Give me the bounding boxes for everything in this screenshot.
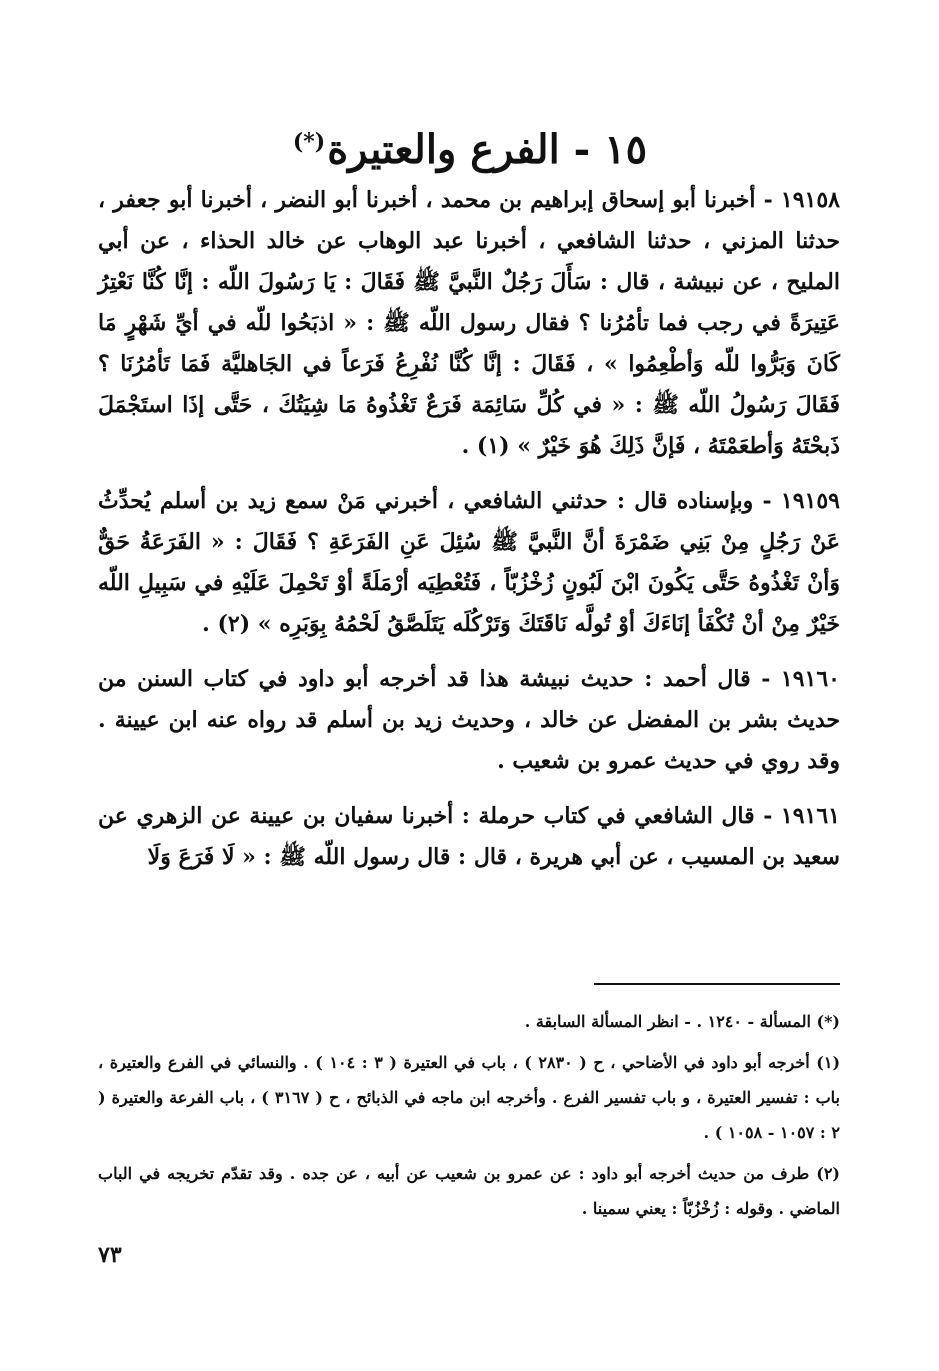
footnote-separator	[594, 983, 840, 985]
chapter-title	[100, 112, 840, 180]
hadith-19158: ١٩١٥٨ - أخبرنا أبو إسحاق إبراهيم بن محمد ، أخبرنا أبو النضر ، أخبرنا أبو جعفر ، حدثنا المزني ، حدثنا الشافعي ، أخبرنا عبد الوهاب عن خالد الحذاء ، عن أبي المليح ، عن نبيشة ، قال : سَأَلَ رَجُلٌ النَّبيَّ ﷺ فَقَالَ : يَا رَسُولَ اللّه : إنَّا كُنَّا نَعْتِرُ عَتِيرَةً في رجب فما تأمُرُنا ؟ فقال رسول اللّه ﷺ : « اذبَحُوا للّه في أيِّ شَهْرٍ مَا كَانَ وَبَرُّوا للّه وَأطْعِمُوا » ، فَقَالَ : إنَّا كُنَّا نُفْرِعُ فَرَعاً في الجَاهليَّة فَمَا تَأمُرُنَا ؟ فَقَالَ رَسُولُ اللّه ﷺ : « في كُلِّ سَائِمَة فَرَعٌ تَغْذُوهُ مَا شِيَتُكَ ، حَتَّى إذَا استَجْمَلَ ذَبحْتَهُ وَأطعَمْتَهُ ، فَإنَّ ذَلِكَ هُوَ خَيْرٌ » (١) .	[98, 187, 840, 459]
hadith-19161: ١٩١٦١ - قال الشافعي في كتاب حرملة : أخبرنا سفيان بن عيينة عن الزهري عن سعيد بن المسيب ، عن أبي هريرة ، قال : قال رسول اللّه ﷺ : « لَا فَرَعَ وَلَا	[98, 803, 840, 870]
hadith-19159: ١٩١٥٩ - وبإسناده قال : حدثني الشافعي ، أخبرني مَنْ سمع زيد بن أسلم يُحدِّثُ عَنْ رَجُلٍ مِنْ بَنِي ضَمْرَةَ أنَّ النَّبيَّ ﷺ سُئِلَ عَنِ الفَرَعَةِ ؟ فَقَالَ : « الفَرَعَةُ حَقٌّ وَأنْ تَغْذُوهُ حَتَّى يَكُونَ ابْنَ لَبُونٍ زُخْزُبّاً ، فَتُعْطِيَه أرْمَلَةً أوْ تَحْمِلَ عَلَيْهِ في سَبِيلِ اللّه خَيْرٌ مِنْ أنْ تُكْفَأ إنَاءَكَ أوْ تُولَّه نَاقَتَكَ وَتَرْكُلَه يَتَلَصَّقُ لَحْمُهُ بِوَبَرِه » (٢) .	[98, 488, 840, 637]
title-footnote-mark: (*)	[292, 129, 326, 155]
footnotes	[98, 1004, 840, 1226]
main-text	[98, 180, 840, 878]
page-number: ٧٣	[98, 1242, 122, 1268]
footnote-1: (١) أخرجه أبو داود في الأضاحي ، ح ( ٢٨٣٠ ) ، باب في العتيرة ( ٣ : ١٠٤ ) . والنسائي في الفرع والعتيرة ، باب : تفسير العتيرة ، و باب تفسير الفرع . وأخرجه ابن ماجه في الذبائح ، ح ( ٣١٦٧ ) ، باب الفرعة والعتيرة ( ٢ : ١٠٥٧ - ١٠٥٨ ) .	[98, 1053, 841, 1142]
hadith-19160: ١٩١٦٠ - قال أحمد : حديث نبيشة هذا قد أخرجه أبو داود في كتاب السنن من حديث بشر بن المفضل عن خالد ، وحديث زيد بن أسلم قد رواه عنه ابن عيينة . وقد روي في حديث عمرو بن شعيب .	[98, 666, 840, 774]
footnote-star: (*) المسألة - ١٢٤٠ . - انظر المسألة السابقة .	[524, 1012, 840, 1031]
chapter-title-text: ١٥ - الفرع والعتيرة	[327, 126, 648, 173]
footnote-2: (٢) طرف من حديث أخرجه أبو داود : عن عمرو بن شعيب عن أبيه ، عن جده . وقد تقدّم تخريجه في الباب الماضي . وقوله : زُخْزُبّاً : يعني سمينا .	[98, 1164, 840, 1218]
